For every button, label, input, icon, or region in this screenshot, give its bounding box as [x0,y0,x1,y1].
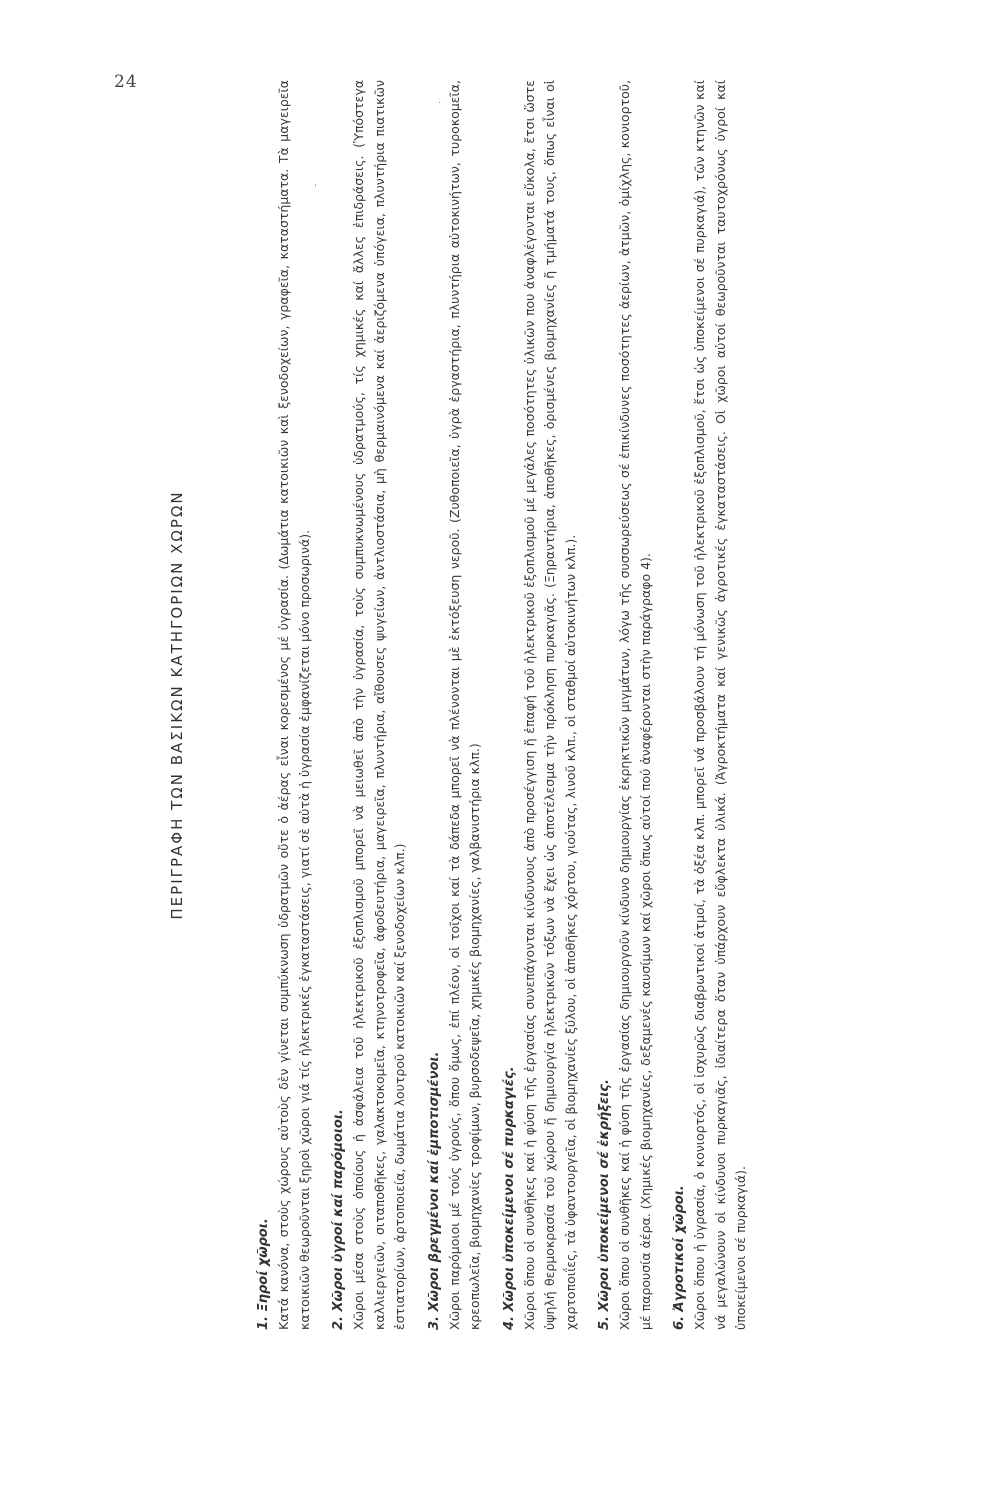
section-title: 4. Χῶροι ὑποκείμενοι σέ πυρκαγιές. [501,1066,517,1330]
section-body: Χῶροι ὅπου οἱ συνθῆκες καί ἡ φύση τῆς ἐργασίας δημιουργοῦν κίνδυνο δημιουργίας ἐκρηκτικῶν μιγμάτων, λόγω τῆς συσσωρεύσεως σέ ἐπικίνδυνες ποσότητες ἀερίων, ἀτμῶν, ὁμίχλης, κονιορτοῦ, μέ παρουσία ἀέρα. (Χημικές βιομηχανίες, δεξαμενές καυσίμων καί χῶροι ὅπως αὐτοί πού ἀναφέρονται στὴν παράγραφο 4). [617,80,653,1330]
stray-mark: · [438,98,442,109]
section-body: Χῶροι ὅπου ἡ ὑγρασία, ὁ κονιορτός, οἱ ἰσχυρῶς διαβρωτικοί ἀτμοί, τὰ ὀξέα κλπ. μπορεῖ νά προσβάλουν τή μόνωση τοῦ ἠλεκτρικοῦ ἐξοπλισμοῦ, ἔτσι ὡς ὑποκείμενοι σέ πυρκαγιά), τῶν κτηνῶν καί νά μεγαλώνουν οἱ κίνδυνοι πυρκαγιᾶς, ἰδιαίτερα ὅταν ὑπάρχουν εὔφλεκτα ὑλικά. (Ἀγροκτήματα καί γενικῶς ἀγροτικές ἐγκαταστάσεις. Οἱ χῶροι αὐτοί θεωροῦνται ταυτοχρόνως ὑγροί καί ὑποκείμενοι σέ πυρκαγιά). [692,80,748,1330]
section-body: Χῶροι ὅπου οἱ συνθῆκες καί ἡ φύση τῆς ἐργασίας συνεπάγονται κίνδυνους ἀπὸ προσέγγιση ἤ ἐπαφή τοῦ ἠλεκτρικοῦ ἐξοπλισμοῦ μέ μεγάλες ποσότητες ὑλικῶν που ἀναφλέγονται εὔκολα, ἔτσι ὥστε ὑψηλή θερμοκρασία τοῦ χώρου ἤ δημιουργία ἠλεκτρικῶν τόξων νὰ ἔχει ὡς ἀποτέλεσμα τὴν πρόκληση πυρκαγιᾶς. (Ξηραντήρια, ἀποθῆκες, ὁρισμένες βιομηχανίες ἤ τμήματά τους, ὅπως εἶναι οἱ χαρτοποιΐες, τὰ ὑφαντουργεῖα, οἱ βιομηχανίες ξύλου, οἱ ἀποθῆκες χόρτου, γιούτας, λινοῦ κλπ., οἱ σταθμοί αὐτοκινήτων κλπ.). [521,80,578,1330]
section-explosion-risk-rooms [595,80,656,1330]
section-title: 3. Χῶροι βρεγμένοι καί ἐμποτισμένοι. [426,1051,442,1330]
section-title: 2. Χῶροι ὑγροί καί παρόμοιοι. [331,1109,346,1330]
section-body: Χῶροι μέσα στοὺς ὁποίους ἡ ἀσφάλεια τοῦ ἠλεκτρικοῦ ἐξοπλισμοῦ μπορεῖ νὰ μειωθεῖ ἀπὸ τὴν ὑγρασία, τοὺς συμπυκνωμένους ὑδρατμούς, τίς χημικές καί ἄλλες ἐπιδράσεις. (Ὑπόστεγα καλλιεργειῶν, σιταποθῆκες, γαλακτοκομεῖα, κτηνοτροφεῖα, ἀφοδευτήρια, μαγειρεῖα, πλυντήρια, αἴθουσες ψυγείων, ἀντλιοστάσια, μὴ θερμαινόμενα καί ἀεριζόμενα ὑπόγεια, πλυντήρια πιατικῶν ἑστιατορίων, ἀρτοποιεία, δωμάτια λουτροῦ κατοικιῶν καί ξενοδοχείων κλπ.) [351,80,407,1330]
section-agricultural-rooms [670,80,752,1330]
section-body: Χῶροι παρόμοιοι μέ τούς ὑγρούς, ὅπου ὅμως, ἐπί πλέον, οἱ τοῖχοι καί τὰ δάπεδα μπορεῖ νὰ πλένονται μὲ ἐκτόξευση νεροῦ. (Ζυθοποιεῖα, ὑγρὰ ἐργαστήρια, πλυντήρια αὐτοκινήτων, τυροκομεῖα, κρεοπωλεῖα, βιομηχανίες τροφίμων, βυρσοδεψεῖα, χημικές βιομηχανίες, γαλβανιστήρια κλπ.) [446,80,482,1330]
page-number: 24 [114,72,138,92]
section-wet-rooms [425,80,486,1330]
sections-list [254,80,766,1330]
section-fire-risk-rooms [500,80,582,1330]
section-body: Κατά κανόνα, στοὺς χώρους αὐτοὺς δὲν γίνεται συμπύκνωση ὑδρατμῶν οὔτε ὁ ἀέρας εἶναι κορεσμένος μέ ὑγρασία. (Δωμάτια κατοικιῶν καὶ ξενοδοχείων, γραφεῖα, καταστήματα. Τὰ μαγειρεῖα κατοικιῶν θεωροῦνται ξηροὶ χῶροι γιά τίς ἠλεκτρικές ἐγκαταστάσεις, γιατί σὲ αὐτὰ ἡ ὑγρασία ἐμφανίζεται μόνο προσωρινά). [276,80,312,1330]
section-title: 1. Ξηροί χῶροι. [256,1218,271,1330]
section-humid-rooms [329,80,411,1330]
section-title: 5. Χῶροι ὑποκείμενοι σέ ἐκρήξεις. [597,1079,612,1330]
page-heading: ΠΕΡΙΓΡΑΦΗ ΤΩΝ ΒΑΣΙΚΩΝ ΚΑΤΗΓΟΡΙΩΝ ΧΩΡΩΝ [168,490,186,920]
rotated-page-content [168,80,818,1330]
stray-mark: ʹ [314,184,317,195]
section-dry-rooms [254,80,315,1330]
section-title: 6. Ἀγροτικοί χῶροι. [672,1185,687,1330]
